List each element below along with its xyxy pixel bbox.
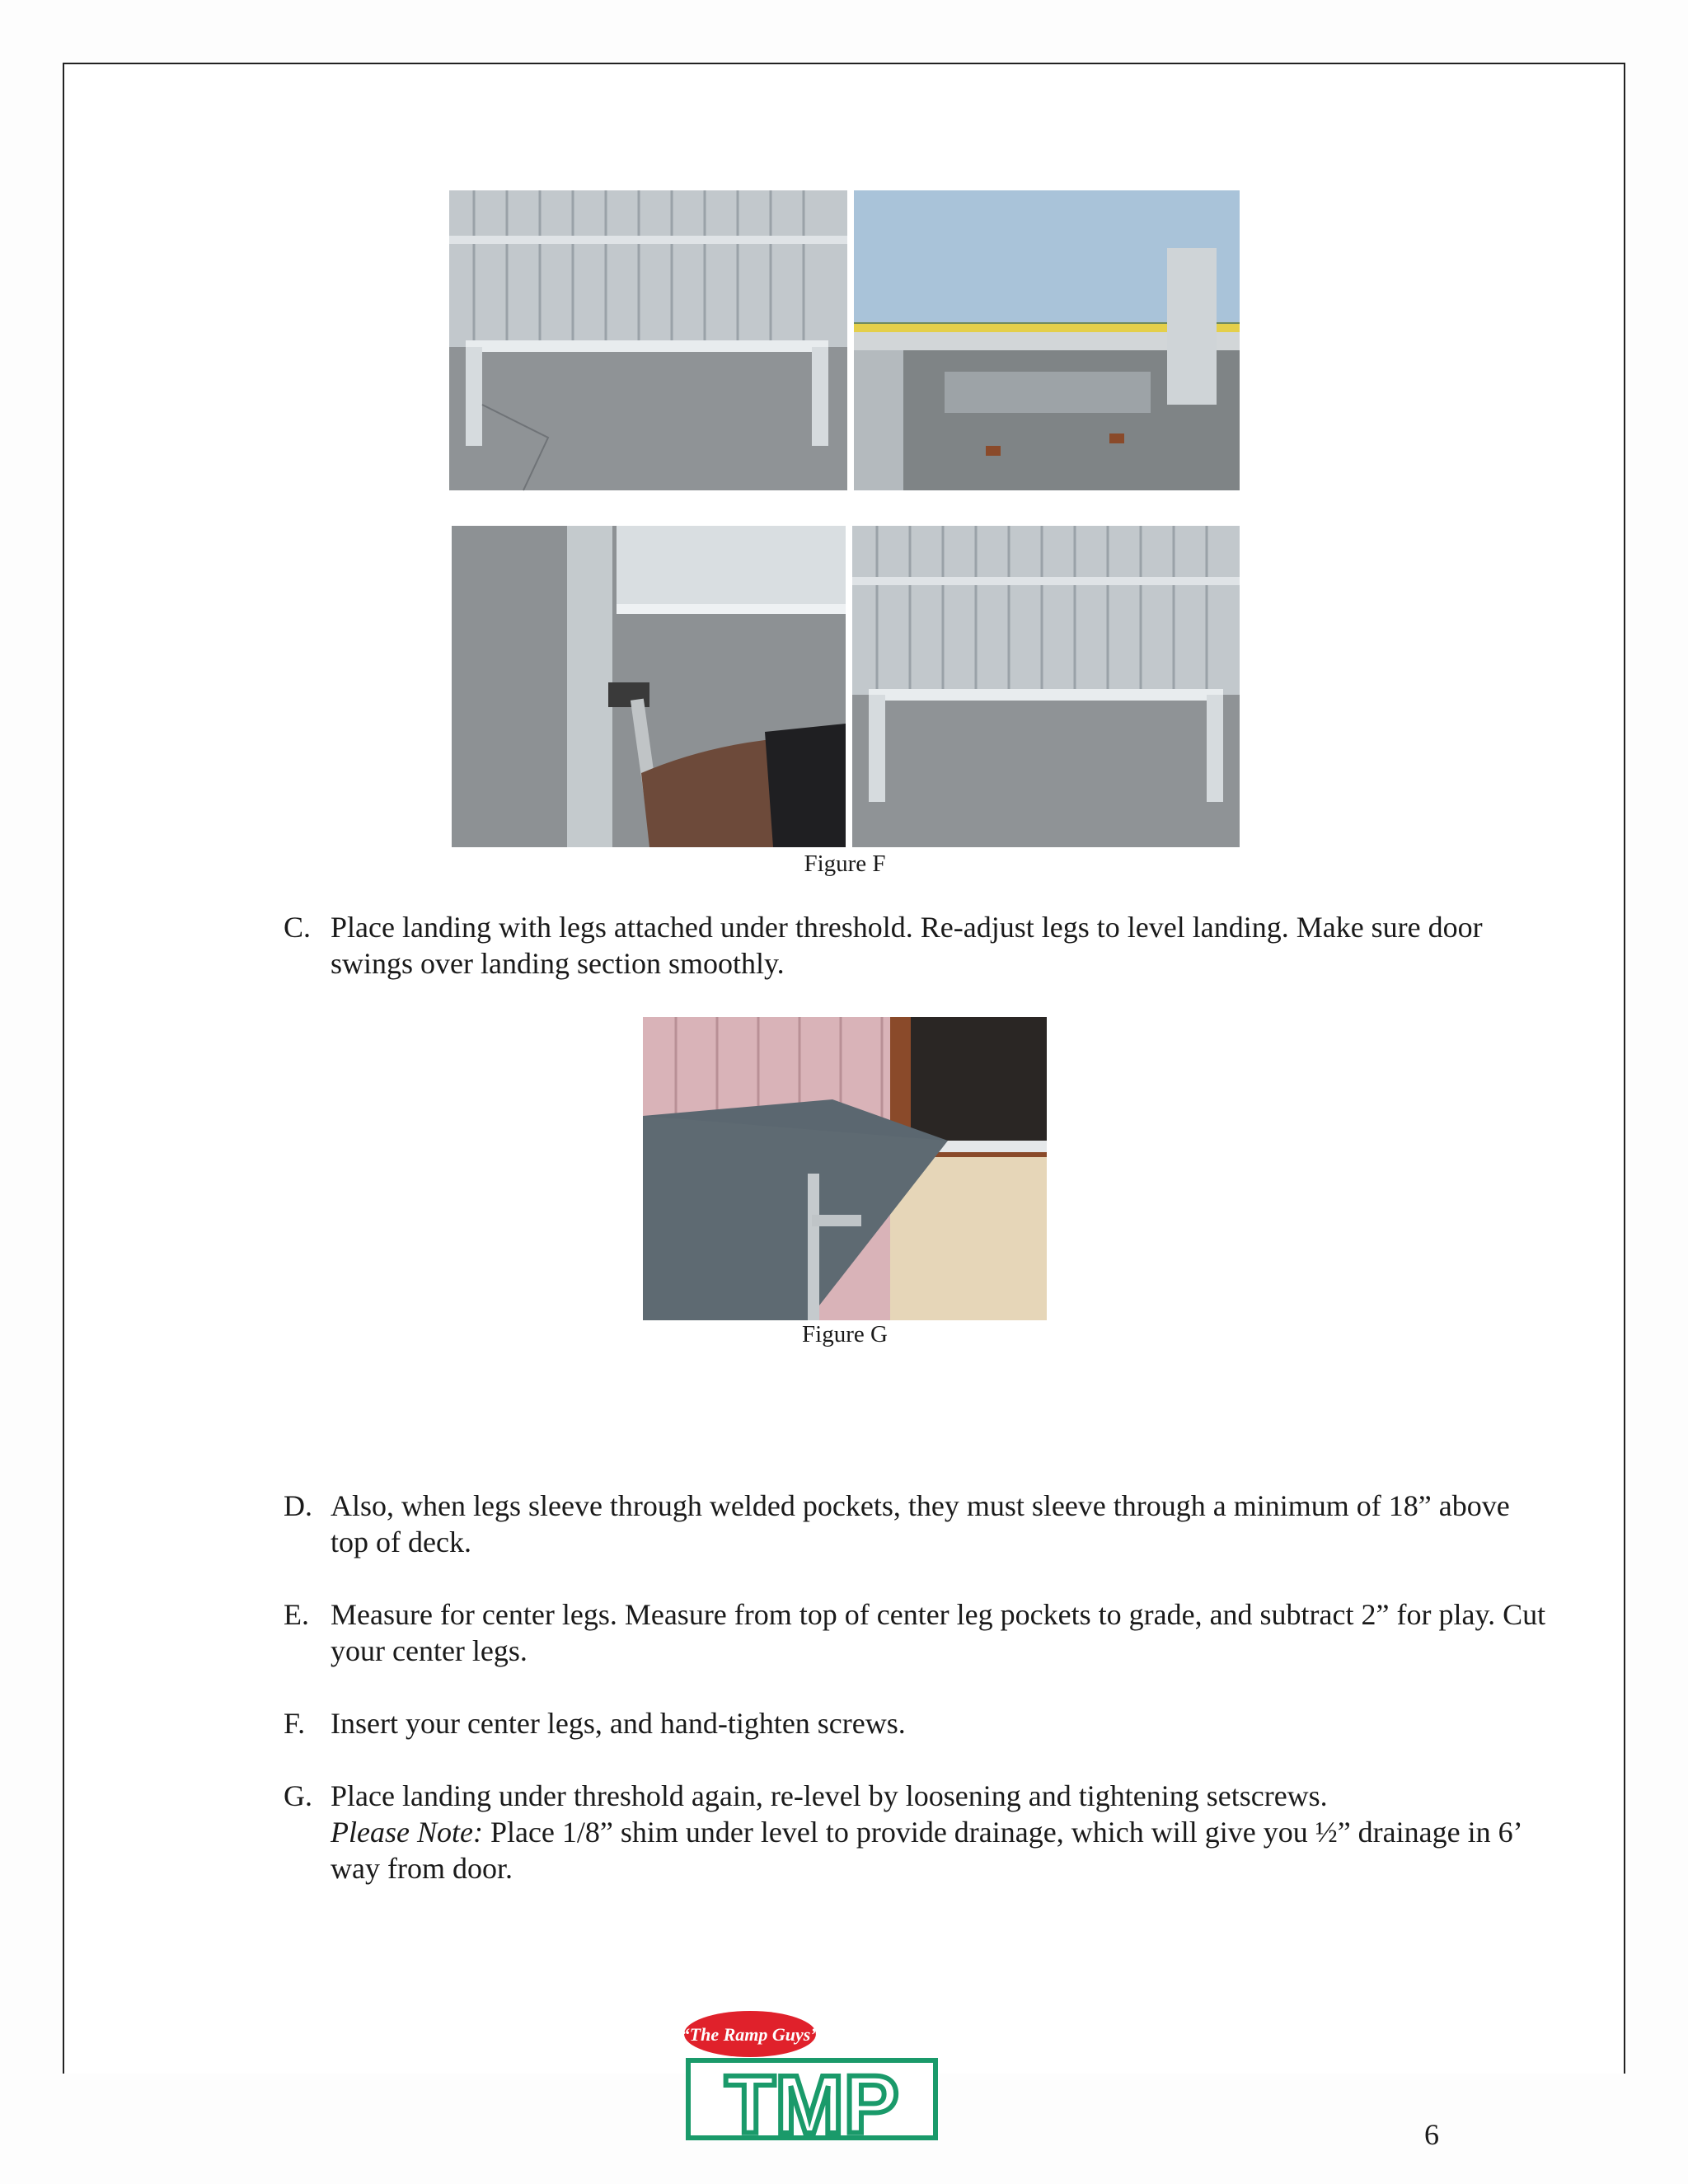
logo-wordmark: TMP xyxy=(724,2059,899,2151)
figure-g-caption: Figure G xyxy=(802,1321,888,1347)
step-c-letter: C. xyxy=(284,911,312,944)
step-d-text: Also, when legs sleeve through welded pockets, they must sleeve through a minimum of 18” above top of deck. xyxy=(331,1489,1510,1558)
step-f-letter: F. xyxy=(284,1707,306,1740)
figure-g-photo xyxy=(643,1017,1047,1320)
tmp-logo xyxy=(680,2001,940,2151)
page-frame xyxy=(63,63,1625,2151)
step-c xyxy=(284,909,1553,982)
step-e-letter: E. xyxy=(284,1598,309,1631)
step-g-text: Place landing under threshold again, re-level by loosening and tightening setscrews. xyxy=(331,1779,1328,1812)
figure-f-photo-3 xyxy=(452,526,846,847)
figure-f-caption: Figure F xyxy=(804,851,886,877)
step-g-body xyxy=(331,1778,1553,1886)
step-d-letter: D. xyxy=(284,1489,312,1522)
step-f-text: Insert your center legs, and hand-tighten screws. xyxy=(331,1707,906,1740)
figure-f-photo-1 xyxy=(449,190,847,490)
logo-tagline: “The Ramp Guys” xyxy=(680,2024,820,2045)
figure-f-photo-4 xyxy=(852,526,1240,847)
step-d xyxy=(284,1488,1553,1560)
step-e-text: Measure for center legs. Measure from top of center leg pockets to grade, and subtract 2” for play. Cut your center legs. xyxy=(331,1598,1546,1667)
step-g-letter: G. xyxy=(284,1779,312,1812)
please-note-label: Please Note: xyxy=(331,1816,483,1849)
page-number: 6 xyxy=(1424,2118,1439,2151)
step-e xyxy=(284,1596,1553,1669)
step-g-note-text: Place 1/8” shim under level to provide drainage, which will give you ½” drainage in 6’ way from door. xyxy=(331,1816,1521,1885)
figure-f-photo-2 xyxy=(854,190,1240,490)
step-g xyxy=(284,1778,1553,1886)
step-f xyxy=(284,1705,1553,1741)
step-c-text: Place landing with legs attached under threshold. Re-adjust legs to level landing. Make sure door swings over landing section smoothly. xyxy=(331,911,1483,980)
